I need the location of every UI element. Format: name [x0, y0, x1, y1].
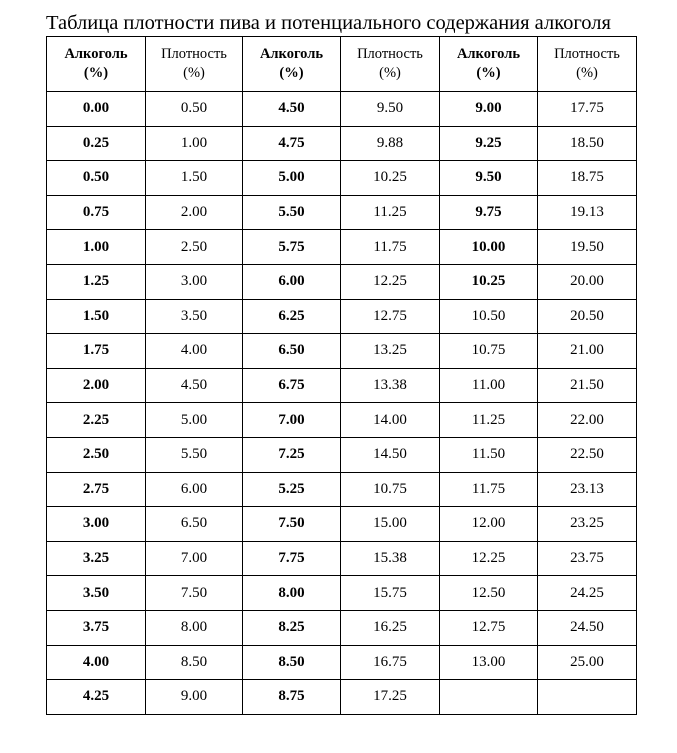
- density-cell: 20.00: [538, 264, 637, 299]
- column-header-density: [538, 37, 637, 92]
- density-cell: 3.50: [146, 299, 243, 334]
- table-row: [47, 92, 637, 127]
- table-row: [47, 437, 637, 472]
- column-header-density: [146, 37, 243, 92]
- alcohol-cell: 6.50: [243, 334, 341, 369]
- density-cell: 13.25: [341, 334, 440, 369]
- density-cell: 7.00: [146, 541, 243, 576]
- density-cell: 4.00: [146, 334, 243, 369]
- column-header-unit: (%): [183, 65, 205, 81]
- alcohol-cell: 0.50: [47, 161, 146, 196]
- density-cell: 6.00: [146, 472, 243, 507]
- alcohol-cell: 8.25: [243, 610, 341, 645]
- table-row: [47, 472, 637, 507]
- density-cell: 24.50: [538, 610, 637, 645]
- alcohol-cell: 9.00: [440, 92, 538, 127]
- alcohol-cell: 12.00: [440, 507, 538, 542]
- alcohol-cell: 7.50: [243, 507, 341, 542]
- density-cell: 10.75: [341, 472, 440, 507]
- table-row: [47, 161, 637, 196]
- alcohol-cell: 2.50: [47, 437, 146, 472]
- table-row: [47, 507, 637, 542]
- alcohol-cell: 9.50: [440, 161, 538, 196]
- column-header-unit: (%): [279, 65, 304, 81]
- density-cell: 0.50: [146, 92, 243, 127]
- column-header-label: Плотность: [357, 46, 423, 62]
- column-header-unit: (%): [576, 65, 598, 81]
- density-cell: 22.00: [538, 403, 637, 438]
- table-row: [47, 645, 637, 680]
- alcohol-cell: 0.75: [47, 195, 146, 230]
- table-header-row: [47, 37, 637, 92]
- alcohol-cell: 2.75: [47, 472, 146, 507]
- alcohol-cell: 1.25: [47, 264, 146, 299]
- alcohol-cell: 3.25: [47, 541, 146, 576]
- alcohol-cell: 4.50: [243, 92, 341, 127]
- alcohol-cell: 6.00: [243, 264, 341, 299]
- alcohol-cell: 10.00: [440, 230, 538, 265]
- density-cell: 1.50: [146, 161, 243, 196]
- density-cell: 14.00: [341, 403, 440, 438]
- column-header-unit: (%): [379, 65, 401, 81]
- column-header-label: Плотность: [554, 46, 620, 62]
- alcohol-cell: 7.75: [243, 541, 341, 576]
- alcohol-cell: 10.25: [440, 264, 538, 299]
- density-cell: 9.88: [341, 126, 440, 161]
- alcohol-cell: 11.75: [440, 472, 538, 507]
- column-header-label: Плотность: [161, 46, 227, 62]
- density-cell: 17.75: [538, 92, 637, 127]
- density-cell: 9.00: [146, 680, 243, 715]
- table-row: [47, 680, 637, 715]
- alcohol-cell: 2.00: [47, 368, 146, 403]
- table-row: [47, 403, 637, 438]
- alcohol-cell: 5.50: [243, 195, 341, 230]
- density-cell: 24.25: [538, 576, 637, 611]
- density-cell: 19.50: [538, 230, 637, 265]
- alcohol-cell: 11.00: [440, 368, 538, 403]
- density-cell: 1.00: [146, 126, 243, 161]
- alcohol-cell: 12.25: [440, 541, 538, 576]
- density-cell: 19.13: [538, 195, 637, 230]
- alcohol-cell: 11.50: [440, 437, 538, 472]
- table-row: [47, 576, 637, 611]
- alcohol-cell: 10.75: [440, 334, 538, 369]
- table-row: [47, 195, 637, 230]
- density-cell: 2.50: [146, 230, 243, 265]
- density-cell: 21.00: [538, 334, 637, 369]
- alcohol-cell: 10.50: [440, 299, 538, 334]
- density-cell: 6.50: [146, 507, 243, 542]
- alcohol-cell: 1.75: [47, 334, 146, 369]
- density-cell: 23.13: [538, 472, 637, 507]
- table-row: [47, 610, 637, 645]
- density-cell: 3.00: [146, 264, 243, 299]
- density-cell: 11.25: [341, 195, 440, 230]
- density-cell: 5.00: [146, 403, 243, 438]
- alcohol-cell: 9.25: [440, 126, 538, 161]
- density-cell: [538, 680, 637, 715]
- alcohol-cell: 0.25: [47, 126, 146, 161]
- alcohol-cell: 4.75: [243, 126, 341, 161]
- alcohol-cell: 8.50: [243, 645, 341, 680]
- alcohol-cell: 0.00: [47, 92, 146, 127]
- density-cell: 10.25: [341, 161, 440, 196]
- alcohol-cell: 3.00: [47, 507, 146, 542]
- density-cell: 20.50: [538, 299, 637, 334]
- density-alcohol-table: [46, 36, 637, 715]
- alcohol-cell: 3.75: [47, 610, 146, 645]
- alcohol-cell: [440, 680, 538, 715]
- table-row: [47, 368, 637, 403]
- table-row: [47, 264, 637, 299]
- alcohol-cell: 7.00: [243, 403, 341, 438]
- table-row: [47, 299, 637, 334]
- density-cell: 8.00: [146, 610, 243, 645]
- table-row: [47, 230, 637, 265]
- density-cell: 5.50: [146, 437, 243, 472]
- density-cell: 9.50: [341, 92, 440, 127]
- density-cell: 12.75: [341, 299, 440, 334]
- column-header-unit: (%): [83, 65, 109, 81]
- density-cell: 11.75: [341, 230, 440, 265]
- alcohol-cell: 2.25: [47, 403, 146, 438]
- density-cell: 12.25: [341, 264, 440, 299]
- density-cell: 23.75: [538, 541, 637, 576]
- column-header-label: Алкоголь: [64, 46, 128, 62]
- density-cell: 17.25: [341, 680, 440, 715]
- density-cell: 13.38: [341, 368, 440, 403]
- alcohol-cell: 13.00: [440, 645, 538, 680]
- density-cell: 15.75: [341, 576, 440, 611]
- density-cell: 15.00: [341, 507, 440, 542]
- alcohol-cell: 5.25: [243, 472, 341, 507]
- column-header-alcohol: [243, 37, 341, 92]
- alcohol-cell: 3.50: [47, 576, 146, 611]
- table-row: [47, 541, 637, 576]
- alcohol-cell: 4.00: [47, 645, 146, 680]
- column-header-label: Алкоголь: [259, 46, 324, 62]
- alcohol-cell: 12.75: [440, 610, 538, 645]
- alcohol-cell: 11.25: [440, 403, 538, 438]
- density-cell: 18.75: [538, 161, 637, 196]
- density-cell: 21.50: [538, 368, 637, 403]
- density-cell: 18.50: [538, 126, 637, 161]
- alcohol-cell: 8.75: [243, 680, 341, 715]
- column-header-alcohol: [440, 37, 538, 92]
- table-body: [47, 92, 637, 715]
- density-cell: 16.75: [341, 645, 440, 680]
- column-header-label: Алкоголь: [456, 46, 521, 62]
- alcohol-cell: 5.75: [243, 230, 341, 265]
- table-row: [47, 126, 637, 161]
- column-header-density: [341, 37, 440, 92]
- density-cell: 16.25: [341, 610, 440, 645]
- density-cell: 14.50: [341, 437, 440, 472]
- density-cell: 25.00: [538, 645, 637, 680]
- alcohol-cell: 4.25: [47, 680, 146, 715]
- density-cell: 4.50: [146, 368, 243, 403]
- column-header-alcohol: [47, 37, 146, 92]
- alcohol-cell: 1.50: [47, 299, 146, 334]
- density-cell: 22.50: [538, 437, 637, 472]
- alcohol-cell: 6.25: [243, 299, 341, 334]
- alcohol-cell: 5.00: [243, 161, 341, 196]
- table-row: [47, 334, 637, 369]
- alcohol-cell: 1.00: [47, 230, 146, 265]
- density-cell: 15.38: [341, 541, 440, 576]
- alcohol-cell: 6.75: [243, 368, 341, 403]
- alcohol-cell: 7.25: [243, 437, 341, 472]
- page-title: Таблица плотности пива и потенциального содержания алкоголя: [46, 12, 611, 34]
- density-cell: 8.50: [146, 645, 243, 680]
- density-cell: 7.50: [146, 576, 243, 611]
- alcohol-cell: 12.50: [440, 576, 538, 611]
- alcohol-cell: 8.00: [243, 576, 341, 611]
- alcohol-cell: 9.75: [440, 195, 538, 230]
- column-header-unit: (%): [476, 65, 501, 81]
- density-cell: 2.00: [146, 195, 243, 230]
- density-cell: 23.25: [538, 507, 637, 542]
